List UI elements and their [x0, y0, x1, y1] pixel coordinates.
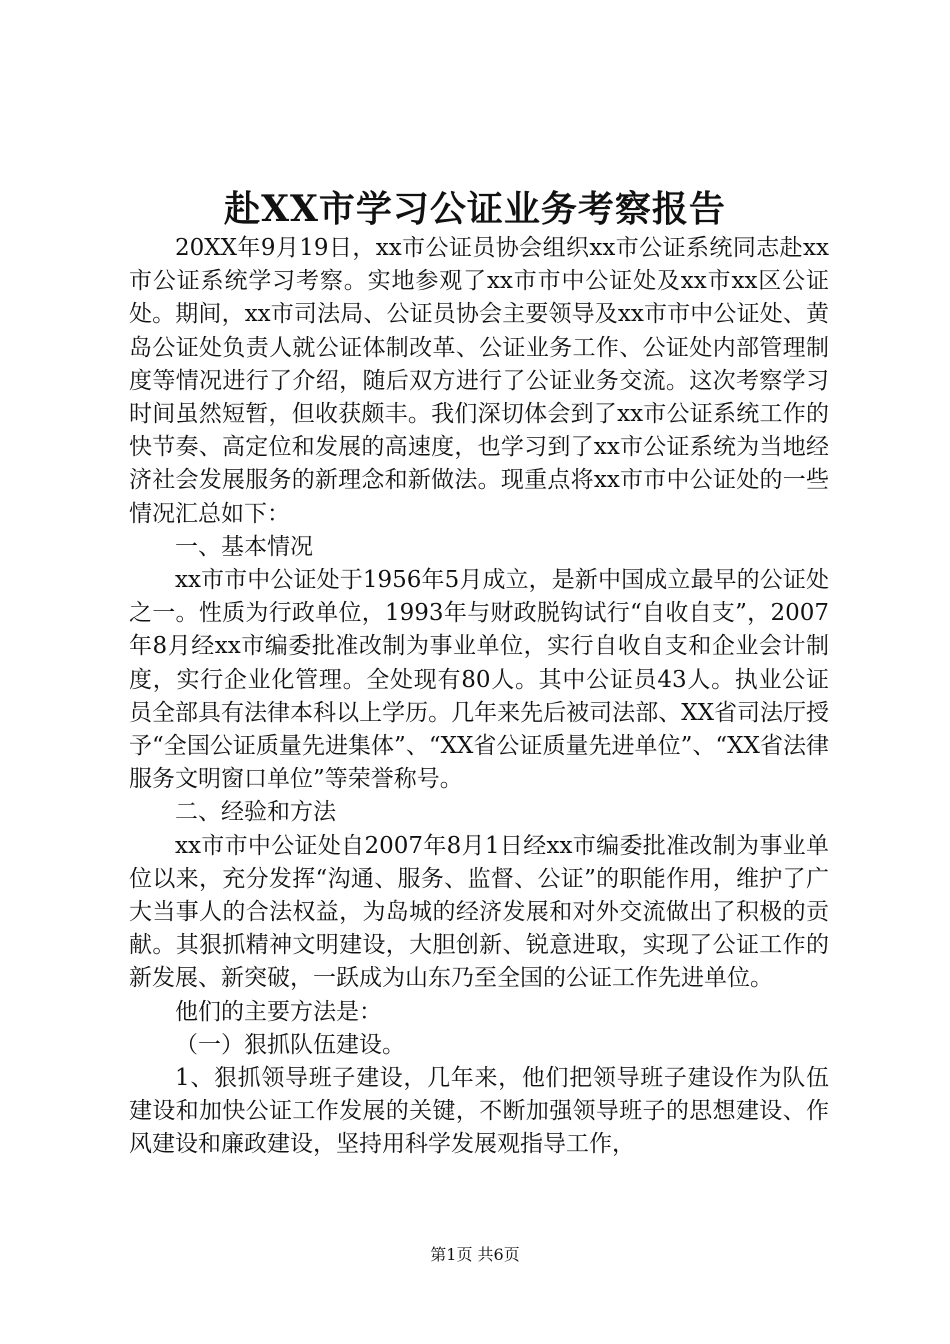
page-footer: 第1页 共6页 — [430, 1245, 520, 1264]
methods-intro: 他们的主要方法是： — [175, 998, 382, 1025]
basic-info-paragraph: xx市市中公证处于1956年5月成立，是新中国成立最早的公证处之一。性质为行政单位，1993年与财政脱钩试行“自收自支”，2007年8月经xx市编委批准改制为事业单位，实行自收自支和企业会计制度，实行企业化管理。全处现有80人。其中公证员43人。执业公证员全部具有法律本科以上学历。几年来先后被司法部、XX省司法厅授予“全国公证质量先进集体”、“XX省公证质量先进单位”、“XX省法律服务文明窗口单位”等荣誉称号。 — [129, 567, 829, 793]
experience-paragraph: xx市市中公证处自2007年8月1日经xx市编委批准改制为事业单位以来，充分发挥“沟通、服务、监督、公证”的职能作用，维护了广大当事人的合法权益，为岛城的经济发展和对外交流做出了积极的贡献。其狠抓精神文明建设，大胆创新、锐意进取，实现了公证工作的新发展、新突破，一跃成为山东乃至全国的公证工作先进单位。 — [129, 832, 829, 992]
subsection-heading-team: （一）狠抓队伍建设。 — [175, 1031, 405, 1058]
team-building-paragraph: 1、狠抓领导班子建设，几年来，他们把领导班子建设作为队伍建设和加快公证工作发展的关键，不断加强领导班子的思想建设、作风建设和廉政建设，坚持用科学发展观指导工作， — [129, 1065, 829, 1158]
document-title: 赴XX市学习公证业务考察报告 — [224, 188, 726, 230]
section-heading-experience: 二、经验和方法 — [175, 799, 336, 826]
section-heading-basic-info: 一、基本情况 — [175, 533, 313, 560]
intro-paragraph: 20XX年9月19日，xx市公证员协会组织xx市公证系统同志赴xx市公证系统学习考察。实地参观了xx市市中公证处及xx市xx区公证处。期间，xx市司法局、公证员协会主要领导及xx市市中公证处、黄岛公证处负责人就公证体制改革、公证业务工作、公证处内部管理制度等情况进行了介绍，随后双方进行了公证业务交流。这次考察学习时间虽然短暂，但收获颇丰。我们深切体会到了xx市公证系统工作的快节奏、高定位和发展的高速度，也学习到了xx市公证系统为当地经济社会发展服务的新理念和新做法。现重点将xx市市中公证处的一些情况汇总如下： — [129, 235, 829, 527]
document-body — [129, 232, 829, 1162]
